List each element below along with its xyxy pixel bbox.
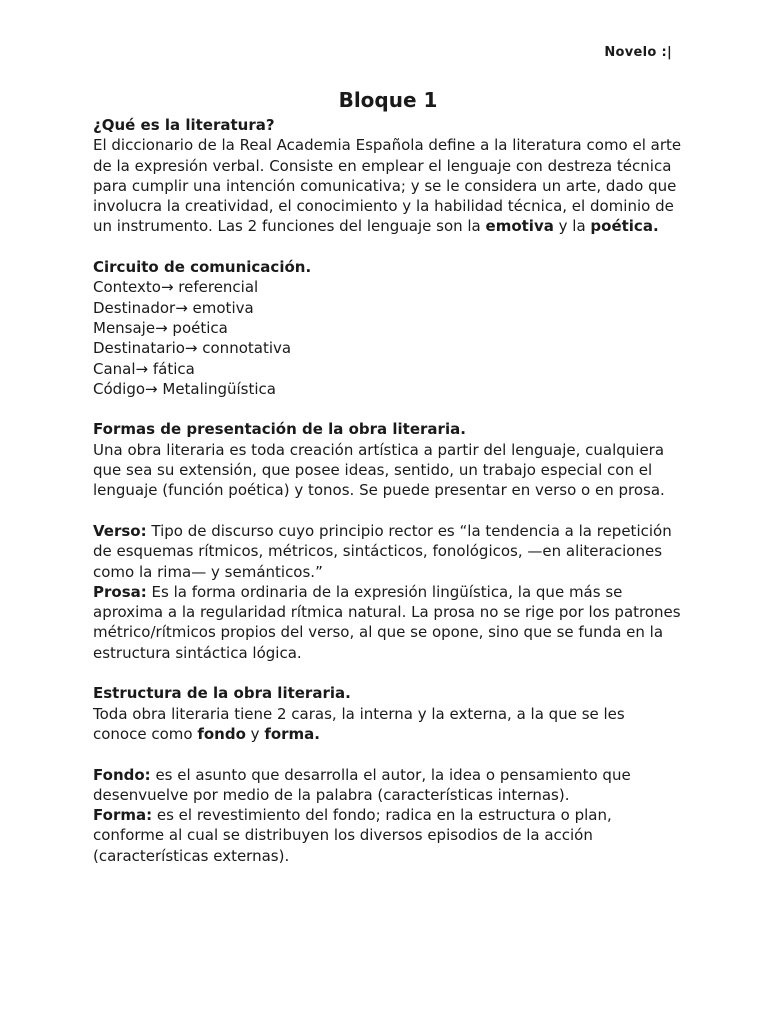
section-heading-formas: Formas de presentación de la obra literaria. bbox=[93, 420, 466, 439]
paragraph-fondo bbox=[93, 765, 683, 806]
document-body bbox=[93, 115, 683, 866]
list-item: Destinador→ emotiva bbox=[93, 298, 254, 317]
paragraph-literatura bbox=[93, 135, 683, 236]
list-item: Destinatario→ connotativa bbox=[93, 339, 292, 358]
paragraph-text: es el asunto que desarrolla el autor, la idea o pensamiento que desenvuelve por medio de la palabra (características internas). bbox=[93, 765, 631, 804]
list-item: Código→ Metalingüística bbox=[93, 379, 276, 398]
paragraph-text: es el revestimiento del fondo; radica en la estructura o plan, conforme al cual se distribuyen los diversos episodios de la acción (características externas). bbox=[93, 806, 612, 865]
paragraph-text: y la bbox=[553, 217, 591, 236]
paragraph-verso bbox=[93, 521, 683, 582]
paragraph-text: y bbox=[245, 724, 265, 743]
section-heading-circuito: Circuito de comunicación. bbox=[93, 258, 312, 277]
bold-term-forma: forma. bbox=[264, 724, 321, 743]
list-item: Mensaje→ poética bbox=[93, 318, 228, 337]
list-item: Contexto→ referencial bbox=[93, 278, 259, 297]
paragraph-forma bbox=[93, 805, 683, 866]
paragraph-formas: Una obra literaria es toda creación artística a partir del lenguaje, cualquiera que sea su extensión, que posee ideas, sentido, un trabajo especial con el lenguaje (función poética) y tonos. Se puede presentar en verso o en prosa. bbox=[93, 440, 665, 500]
circuit-list bbox=[93, 277, 683, 399]
section-heading-literatura: ¿Qué es la literatura? bbox=[93, 116, 275, 134]
term-label-prosa: Prosa: bbox=[93, 582, 147, 601]
paragraph-prosa bbox=[93, 582, 683, 663]
bold-term-emotiva: emotiva bbox=[485, 217, 554, 236]
paragraph-text: El diccionario de la Real Academia Española define a la literatura como el arte de la expresión verbal. Consiste en emplear el lenguaje con destreza técnica para cumplir una intención comunicativa; y se le considera un arte, dado que involucra la creatividad, el conocimiento y la habilidad técnica, el dominio de un instrumento. Las 2 funciones del lenguaje son la bbox=[93, 136, 682, 236]
paragraph-text: Toda obra literaria tiene 2 caras, la interna y la externa, a la que se les conoce como bbox=[93, 704, 625, 743]
section-heading-estructura: Estructura de la obra literaria. bbox=[93, 684, 351, 703]
bold-term-fondo: fondo bbox=[197, 724, 246, 743]
term-label-forma: Forma: bbox=[93, 806, 153, 825]
term-label-fondo: Fondo: bbox=[93, 765, 151, 784]
paragraph-text: Tipo de discurso cuyo principio rector es “la tendencia a la repetición de esquemas rítmicos, métricos, sintácticos, fonológicos, —en aliteraciones como la rima— y semánticos.” bbox=[93, 521, 672, 581]
term-label-verso: Verso: bbox=[93, 521, 147, 540]
header-author: Novelo :| bbox=[604, 45, 672, 60]
document-page bbox=[93, 0, 683, 1024]
list-item: Canal→ fática bbox=[93, 359, 195, 378]
bold-term-poetica: poética. bbox=[590, 217, 659, 236]
page-title: Bloque 1 bbox=[338, 88, 438, 112]
paragraph-text: Es la forma ordinaria de la expresión lingüística, la que más se aproxima a la regularidad rítmica natural. La prosa no se rige por los patrones métrico/rítmicos propios del verso, al que se opone, sino que se funda en la estructura sintáctica lógica. bbox=[93, 582, 681, 662]
paragraph-estructura bbox=[93, 704, 683, 745]
